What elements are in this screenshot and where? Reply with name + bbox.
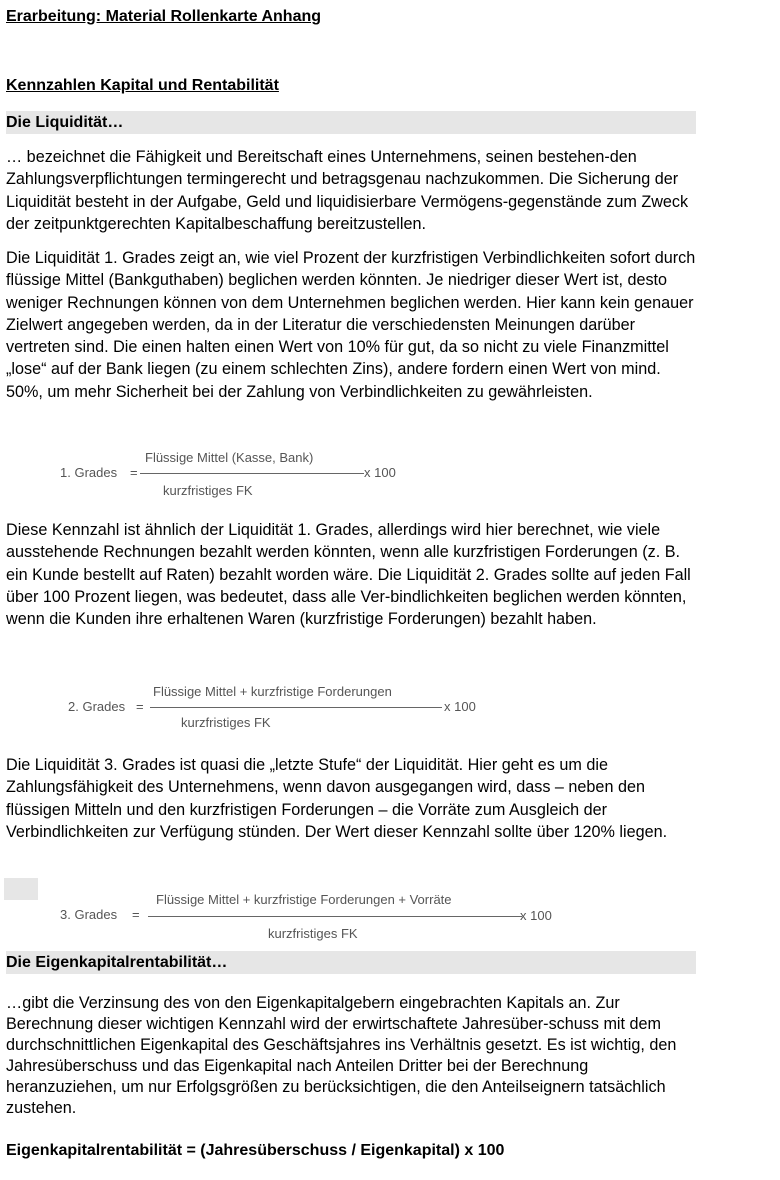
formula-numerator: Flüssige Mittel (Kasse, Bank): [145, 450, 314, 465]
paragraph-liquiditaet-2: Diese Kennzahl ist ähnlich der Liquidität 1. Grades, allerdings wird hier berechnet, wie viele ausstehende Rechnungen bezahlt werden könnten, wenn alle kurzfristigen Forderungen (z. B. ein Kunde bestellt auf Raten) bezahlt worden wäre. Die Liquidität 2. Grades sollte auf jeden Fall über 100 Prozent liegen, was bedeutet, dass alle Ver-bindlichkeiten beglichen werden könnten, wenn die Kunden ihre erhaltenen Waren (kurzfristige Forderungen) bezahlt haben.: [6, 521, 691, 629]
formula-lhs: 2. Grades: [68, 699, 126, 714]
section-band-eigenkapital: Die Eigenkapitalrentabilität…: [6, 951, 696, 974]
formula-multiplier: x 100: [520, 908, 552, 923]
fraction-bar: [140, 473, 364, 474]
formula-multiplier: x 100: [364, 465, 396, 480]
paragraph-liquiditaet-1: Die Liquidität 1. Grades zeigt an, wie viel Prozent der kurzfristigen Verbindlichkeiten sofort durch flüssige Mittel (Bankguthaben) beglichen werden könnten. Je niedriger dieser Wert ist, desto weniger Rechnungen können von dem Unternehmen beglichen werden. Hier kann kein genauer Zielwert angegeben werden, da in der Literatur die verschiedensten Meinungen darüber vertreten sind. Die einen halten einen Wert von 10% für gut, da so nicht zu viele Finanzmittel „lose“ auf der Bank liegen (zu einem schlechten Zins), andere fordern einen Wert von mind. 50%, um mehr Sicherheit bei der Zahlung von Verbindlichkeiten zu gewährleisten.: [6, 249, 696, 401]
formula-equals: =: [130, 465, 138, 480]
formula-lhs: 3. Grades: [60, 907, 118, 922]
section-band-liquiditaet: Die Liquidität…: [6, 111, 696, 134]
fraction-bar: [148, 916, 522, 917]
section-heading: Kennzahlen Kapital und Rentabilität: [6, 77, 279, 94]
paragraph-eigenkapital: …gibt die Verzinsung des von den Eigenkapitalgebern eingebrachten Kapitals an. Zur Berechnung dieser wichtigen Kennzahl wird der erwirtschaftete Jahresüber-schuss mit dem durchschnittlichen Eigenkapital des Geschäftsjahres ins Verhältnis gesetzt. Es ist wichtig, den Jahresüberschuss und das Eigenkapital nach Anteilen Dritter bei der Berechnung heranzuziehen, um nur Erfolgsgrößen zu berücksichtigen, die den Anteilseignern tatsächlich zustehen.: [6, 994, 677, 1117]
formula-numerator: Flüssige Mittel + kurzfristige Forderungen: [153, 684, 392, 699]
formula-multiplier: x 100: [444, 699, 476, 714]
formula-denominator: kurzfristiges FK: [181, 715, 271, 730]
formula-liquiditaet-2: [6, 680, 506, 740]
eigenkapital-formula: Eigenkapitalrentabilität = (Jahresüberschuss / Eigenkapital) x 100: [6, 1142, 505, 1159]
formula-liquiditaet-1: [6, 446, 426, 506]
formula-equals: =: [132, 907, 140, 922]
formula-numerator: Flüssige Mittel + kurzfristige Forderungen + Vorräte: [156, 892, 452, 907]
formula-lhs: 1. Grades: [60, 465, 118, 480]
formula-equals: =: [136, 699, 144, 714]
paragraph-liquiditaet-intro: … bezeichnet die Fähigkeit und Bereitschaft eines Unternehmens, seinen bestehen-den Zahlungsverpflichtungen termingerecht und betragsgenau nachzukommen. Die Sicherung der Liquidität besteht in der Aufgabe, Geld und liquidisierbare Vermögens-gegenstände zum Zweck der zeitpunktgerechten Kapitalbeschaffung bereitzustellen.: [6, 148, 689, 233]
paragraph-liquiditaet-3: Die Liquidität 3. Grades ist quasi die „letzte Stufe“ der Liquidität. Hier geht es um die Zahlungsfähigkeit des Unternehmens, wenn davon ausgegangen wird, dass – neben den flüssigen Mitteln und den kurzfristigen Forderungen – die Vorräte zum Ausgleich der Verbindlichkeiten zur Verfügung stünden. Der Wert dieser Kennzahl sollte über 120% liegen.: [6, 756, 668, 841]
fraction-bar: [150, 707, 442, 708]
formula-liquiditaet-3: [6, 888, 566, 948]
document-heading: Erarbeitung: Material Rollenkarte Anhang: [6, 8, 322, 25]
formula-denominator: kurzfristiges FK: [163, 483, 253, 498]
formula-denominator: kurzfristiges FK: [268, 926, 358, 941]
